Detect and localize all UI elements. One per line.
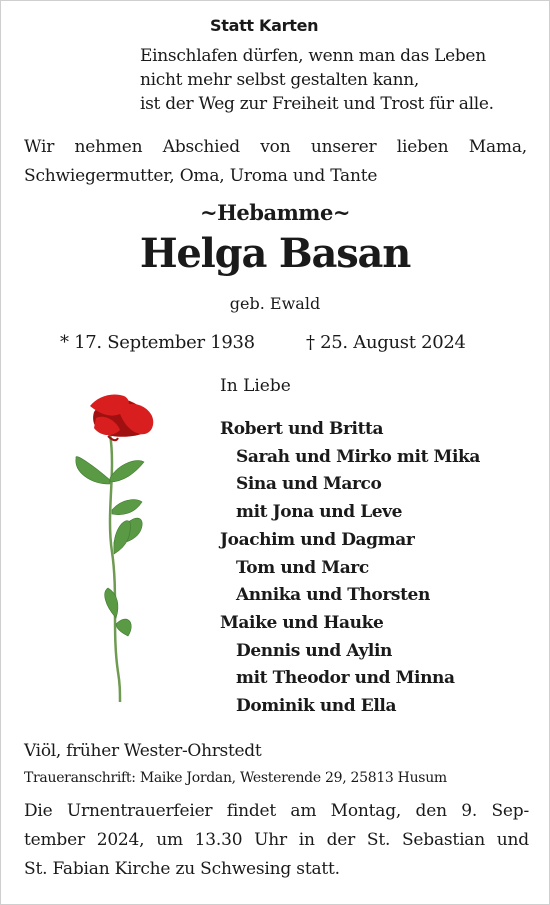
intro-line: Schwiegermutter, Oma, Uroma und Tante — [24, 166, 378, 186]
mourner-line: Sina und Marco — [236, 474, 382, 495]
mourner-line: Maike und Hauke — [220, 612, 384, 633]
poem-line: nicht mehr selbst gestalten kann, — [140, 70, 419, 90]
mourning-address: Traueranschrift: Maike Jordan, Westerende 29, 25813 Husum — [24, 770, 447, 786]
service-line: St. Fabian Kirche zu Schwesing statt. — [24, 859, 340, 879]
place: Viöl, früher Wester-Ohrstedt — [24, 741, 262, 761]
in-liebe: In Liebe — [220, 376, 291, 396]
intro-text — [24, 133, 527, 191]
occupation: ~Hebamme~ — [200, 200, 350, 225]
poem-line: ist der Weg zur Freiheit und Trost für alle. — [140, 94, 494, 114]
death-date: † 25. August 2024 — [306, 332, 466, 353]
mourner-line: Robert und Britta — [220, 419, 384, 439]
poem — [140, 44, 494, 116]
header-statt-karten: Statt Karten — [210, 16, 319, 35]
service-line: tember 2024, um 13.30 Uhr in der St. Sebastian und — [24, 830, 529, 850]
service-line: Die Urnentrauerfeier findet am Montag, den 9. Sep- — [24, 801, 529, 821]
funeral-service-text — [24, 797, 529, 884]
mourner-line: Dominik und Ella — [236, 696, 397, 717]
mourner-line: Annika und Thorsten — [236, 585, 430, 606]
mourner-line: Joachim und Dagmar — [220, 529, 415, 550]
mourner-line: mit Jona und Leve — [236, 502, 403, 523]
maiden-name: geb. Ewald — [229, 294, 321, 313]
deceased-name: Helga Basan — [139, 230, 411, 277]
rose-icon — [60, 392, 170, 707]
mourner-line: Sarah und Mirko mit Mika — [236, 446, 481, 467]
intro-line: Wir nehmen Abschied von unserer lieben Mama, — [24, 137, 527, 157]
birth-date: * 17. September 1938 — [60, 332, 255, 353]
mourner-line: Tom und Marc — [236, 557, 369, 578]
mourner-line: mit Theodor und Minna — [236, 668, 455, 689]
poem-line: Einschlafen dürfen, wenn man das Leben — [140, 46, 486, 66]
mourner-line: Dennis und Aylin — [236, 640, 393, 661]
mourners-list — [220, 416, 480, 721]
